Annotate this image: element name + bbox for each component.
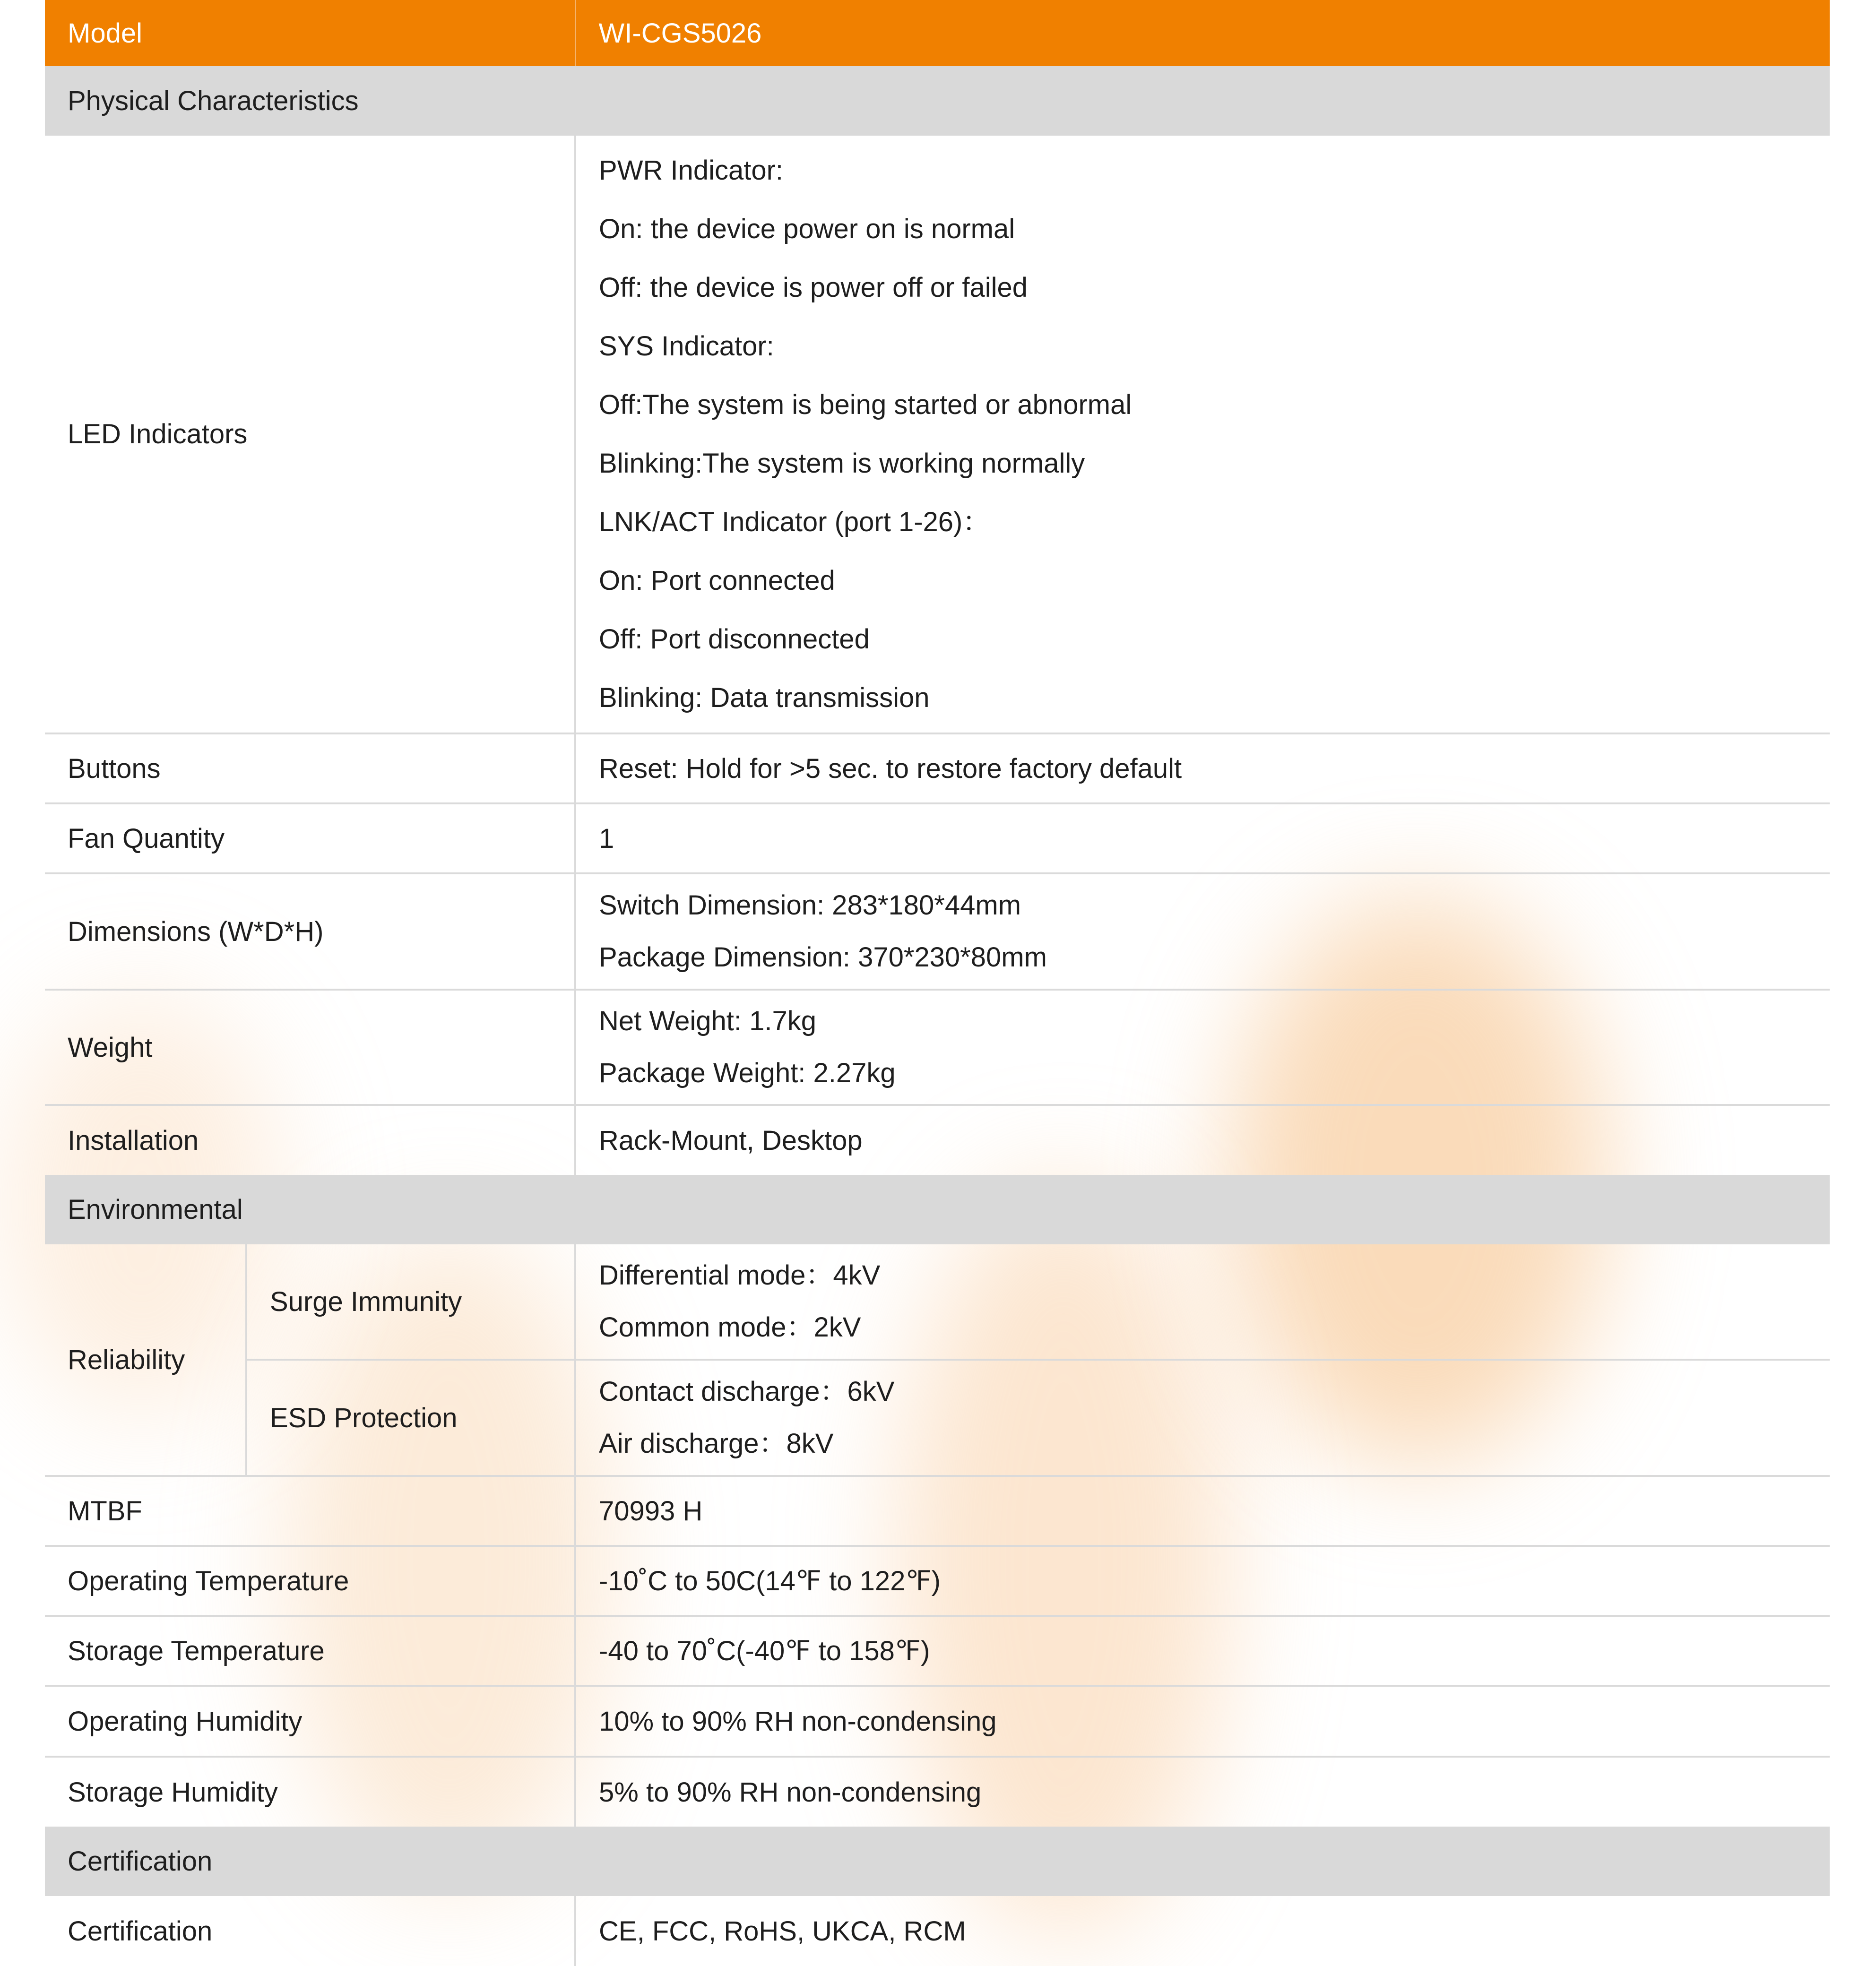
header-row (45, 0, 1830, 66)
row-esd-protection: ESD Protection Contact discharge：6kV Air discharge：8kV (45, 1360, 1830, 1476)
spec-table (45, 0, 1830, 1966)
row-mtbf: MTBF 70993 H (45, 1476, 1830, 1546)
section-physical: Physical Characteristics (45, 66, 1830, 136)
row-fan-quantity: Fan Quantity 1 (45, 803, 1830, 873)
row-buttons: Buttons Reset: Hold for >5 sec. to restore factory default (45, 733, 1830, 803)
row-storage-humidity: Storage Humidity 5% to 90% RH non-condensing (45, 1757, 1830, 1827)
section-environmental: Environmental (45, 1175, 1830, 1244)
header-model: WI-CGS5026 (575, 0, 1830, 66)
row-installation: Installation Rack-Mount, Desktop (45, 1105, 1830, 1175)
led-details: PWR Indicator: On: the device power on is normal Off: the device is power off or failed SYS Indicator: Off:The system is being started or abnormal Blinking:The system is working normally LNK/ACT Indicator (port 1-26)： On: Port connected Off: Port disconnected Blinking: Data transmission (575, 136, 1830, 733)
reliability-label: Reliability (45, 1244, 246, 1476)
row-operating-humidity: Operating Humidity 10% to 90% RH non-condensing (45, 1686, 1830, 1757)
header-label: Model (45, 0, 575, 66)
row-surge-immunity: Reliability Surge Immunity Differential mode：4kV Common mode：2kV (45, 1244, 1830, 1360)
row-storage-temperature: Storage Temperature -40 to 70˚C(-40℉ to 158℉) (45, 1616, 1830, 1686)
row-led-indicators: LED Indicators PWR Indicator: On: the device power on is normal Off: the device is power off or failed SYS Indicator: Off:The system is being started or abnormal Blinking:The system is working normally LNK/ACT Indicator (port 1-26)： On: Port connected Off: Port disconnected Blinking: Data transmission (45, 136, 1830, 733)
row-certification: Certification CE, FCC, RoHS, UKCA, RCM (45, 1896, 1830, 1966)
section-certification: Certification (45, 1827, 1830, 1896)
row-operating-temperature: Operating Temperature -10˚C to 50C(14℉ to 122℉) (45, 1546, 1830, 1616)
row-weight: Weight Net Weight: 1.7kg Package Weight: 2.27kg (45, 990, 1830, 1105)
row-dimensions: Dimensions (W*D*H) Switch Dimension: 283*180*44mm Package Dimension: 370*230*80mm (45, 873, 1830, 990)
